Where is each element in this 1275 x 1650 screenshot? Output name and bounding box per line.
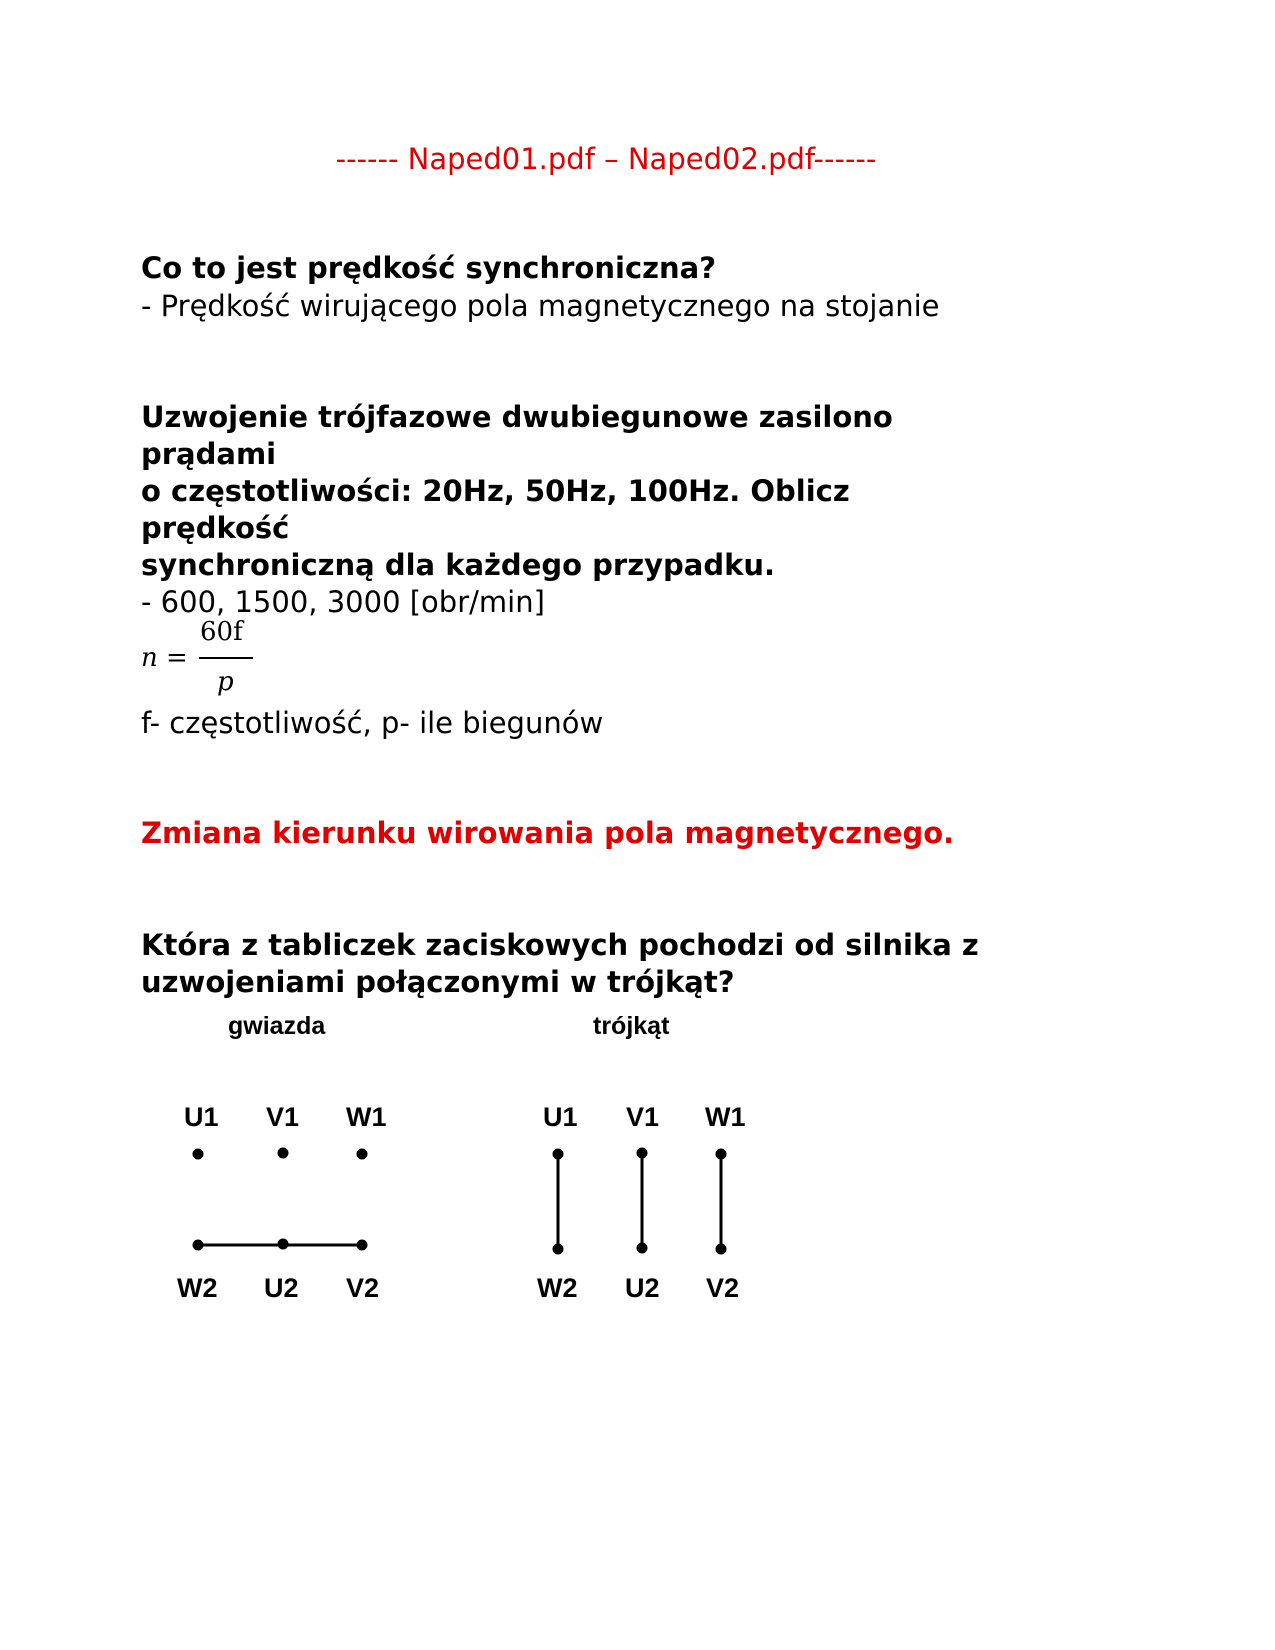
- star-label-w1: W1: [346, 1102, 387, 1132]
- delta-terminals: [553, 1148, 727, 1255]
- formula-legend: f- częstotliwość, p- ile biegunów: [141, 706, 604, 740]
- delta-label-w1: W1: [705, 1102, 746, 1132]
- question-terminal-line-2: uzwojeniami połączonymi w trójkąt?: [141, 965, 735, 999]
- question-line-1: Uzwojenie trójfazowe dwubiegunowe zasilono: [141, 400, 893, 434]
- formula-numerator: 60f: [200, 617, 243, 647]
- star-label-w2: W2: [177, 1273, 218, 1303]
- star-label-v2: V2: [346, 1273, 380, 1303]
- question-line-3: o częstotliwości: 20Hz, 50Hz, 100Hz. Oblicz: [141, 474, 850, 508]
- answer-speeds: - 600, 1500, 3000 [obr/min]: [141, 585, 545, 619]
- star-label-u1: U1: [184, 1102, 219, 1132]
- question-synchronous-speed: Co to jest prędkość synchroniczna?: [141, 251, 717, 285]
- question-line-2: prądami: [141, 437, 277, 471]
- star-terminals: [193, 1148, 368, 1251]
- document-header: ------ Naped01.pdf – Naped02.pdf------: [335, 142, 877, 176]
- delta-label-v2: V2: [706, 1273, 740, 1303]
- section-heading-direction-change: Zmiana kierunku wirowania pola magnetycznego.: [141, 816, 955, 850]
- delta-label-u2: U2: [625, 1273, 660, 1303]
- star-label-v1: V1: [266, 1102, 300, 1132]
- formula-lhs: n =: [141, 643, 188, 673]
- delta-label-u1: U1: [543, 1102, 578, 1132]
- star-title: gwiazda: [228, 1012, 326, 1040]
- star-label-u2: U2: [264, 1273, 299, 1303]
- formula-denominator: p: [217, 667, 234, 697]
- delta-label-w2: W2: [537, 1273, 578, 1303]
- delta-bridge-lines: [558, 1153, 721, 1249]
- question-terminal-line-1: Która z tabliczek zaciskowych pochodzi od silnika z: [141, 928, 979, 962]
- question-line-4: prędkość: [141, 511, 290, 545]
- delta-label-v1: V1: [626, 1102, 660, 1132]
- answer-synchronous-speed: - Prędkość wirującego pola magnetycznego na stojanie: [141, 289, 940, 323]
- question-line-5: synchroniczną dla każdego przypadku.: [141, 548, 776, 582]
- delta-title: trójkąt: [593, 1012, 670, 1040]
